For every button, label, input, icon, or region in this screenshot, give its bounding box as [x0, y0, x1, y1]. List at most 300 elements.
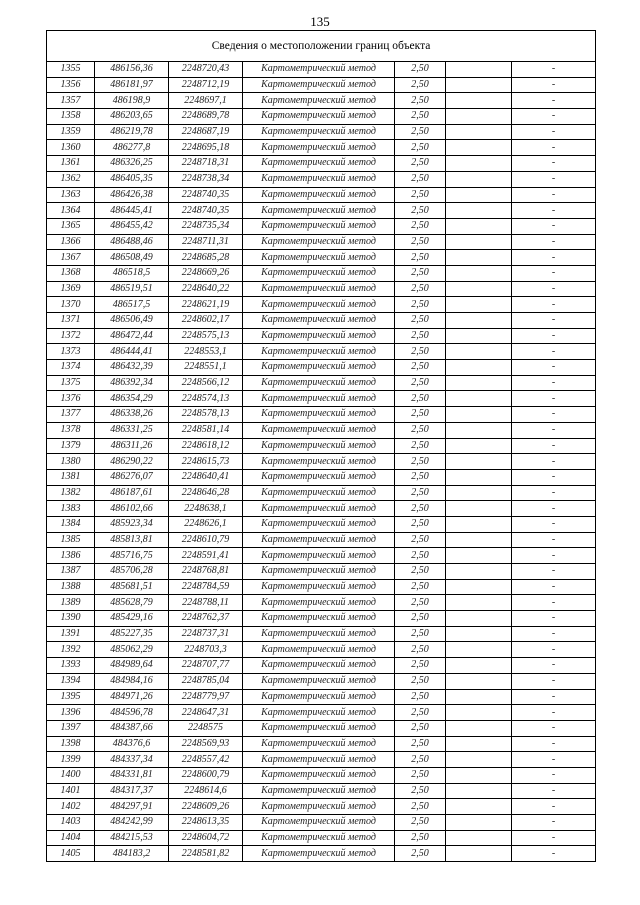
y-coordinate-cell: 2248697,1 — [169, 93, 243, 109]
description-cell — [446, 595, 512, 611]
accuracy-cell: 2,50 — [395, 124, 446, 140]
y-coordinate-cell: 2248779,97 — [169, 689, 243, 705]
description-cell — [446, 344, 512, 360]
note-cell: - — [512, 265, 596, 281]
x-coordinate-cell: 486518,5 — [95, 265, 169, 281]
point-number-cell: 1384 — [47, 516, 95, 532]
x-coordinate-cell: 486219,78 — [95, 124, 169, 140]
accuracy-cell: 2,50 — [395, 705, 446, 721]
note-cell: - — [512, 705, 596, 721]
note-cell: - — [512, 469, 596, 485]
x-coordinate-cell: 486444,41 — [95, 344, 169, 360]
table-row — [47, 752, 596, 768]
method-cell: Картометрический метод — [243, 124, 395, 140]
table-row — [47, 438, 596, 454]
point-number-cell: 1373 — [47, 344, 95, 360]
y-coordinate-cell: 2248640,22 — [169, 281, 243, 297]
point-number-cell: 1363 — [47, 187, 95, 203]
method-cell: Картометрический метод — [243, 187, 395, 203]
y-coordinate-cell: 2248735,34 — [169, 218, 243, 234]
description-cell — [446, 626, 512, 642]
accuracy-cell: 2,50 — [395, 234, 446, 250]
method-cell: Картометрический метод — [243, 642, 395, 658]
accuracy-cell: 2,50 — [395, 815, 446, 831]
y-coordinate-cell: 2248569,93 — [169, 736, 243, 752]
table-body — [47, 62, 596, 862]
point-number-cell: 1395 — [47, 689, 95, 705]
method-cell: Картометрический метод — [243, 846, 395, 862]
description-cell — [446, 736, 512, 752]
note-cell: - — [512, 375, 596, 391]
table-row — [47, 626, 596, 642]
note-cell: - — [512, 658, 596, 674]
description-cell — [446, 297, 512, 313]
method-cell: Картометрический метод — [243, 93, 395, 109]
x-coordinate-cell: 484989,64 — [95, 658, 169, 674]
x-coordinate-cell: 486276,07 — [95, 469, 169, 485]
method-cell: Картометрический метод — [243, 281, 395, 297]
x-coordinate-cell: 486331,25 — [95, 422, 169, 438]
method-cell: Картометрический метод — [243, 250, 395, 266]
table-row — [47, 297, 596, 313]
point-number-cell: 1392 — [47, 642, 95, 658]
y-coordinate-cell: 2248615,73 — [169, 454, 243, 470]
accuracy-cell: 2,50 — [395, 626, 446, 642]
method-cell: Картометрический метод — [243, 140, 395, 156]
y-coordinate-cell: 2248575 — [169, 720, 243, 736]
description-cell — [446, 124, 512, 140]
method-cell: Картометрический метод — [243, 171, 395, 187]
table-row — [47, 281, 596, 297]
table-row — [47, 658, 596, 674]
description-cell — [446, 516, 512, 532]
x-coordinate-cell: 485923,34 — [95, 516, 169, 532]
y-coordinate-cell: 2248703,3 — [169, 642, 243, 658]
description-cell — [446, 720, 512, 736]
y-coordinate-cell: 2248687,19 — [169, 124, 243, 140]
accuracy-cell: 2,50 — [395, 171, 446, 187]
description-cell — [446, 438, 512, 454]
description-cell — [446, 846, 512, 862]
table-row — [47, 156, 596, 172]
table-row — [47, 391, 596, 407]
description-cell — [446, 579, 512, 595]
accuracy-cell: 2,50 — [395, 642, 446, 658]
note-cell: - — [512, 548, 596, 564]
accuracy-cell: 2,50 — [395, 297, 446, 313]
accuracy-cell: 2,50 — [395, 391, 446, 407]
note-cell: - — [512, 218, 596, 234]
method-cell: Картометрический метод — [243, 548, 395, 564]
note-cell: - — [512, 736, 596, 752]
note-cell: - — [512, 391, 596, 407]
point-number-cell: 1397 — [47, 720, 95, 736]
table-row — [47, 171, 596, 187]
y-coordinate-cell: 2248784,59 — [169, 579, 243, 595]
table-row — [47, 124, 596, 140]
description-cell — [446, 673, 512, 689]
description-cell — [446, 281, 512, 297]
method-cell: Картометрический метод — [243, 673, 395, 689]
x-coordinate-cell: 485706,28 — [95, 564, 169, 580]
accuracy-cell: 2,50 — [395, 532, 446, 548]
note-cell: - — [512, 109, 596, 125]
accuracy-cell: 2,50 — [395, 611, 446, 627]
note-cell: - — [512, 516, 596, 532]
note-cell: - — [512, 93, 596, 109]
description-cell — [446, 93, 512, 109]
x-coordinate-cell: 486102,66 — [95, 501, 169, 517]
method-cell: Картометрический метод — [243, 815, 395, 831]
table-row — [47, 815, 596, 831]
method-cell: Картометрический метод — [243, 313, 395, 329]
table-row — [47, 469, 596, 485]
accuracy-cell: 2,50 — [395, 752, 446, 768]
description-cell — [446, 140, 512, 156]
note-cell: - — [512, 281, 596, 297]
method-cell: Картометрический метод — [243, 705, 395, 721]
x-coordinate-cell: 484331,81 — [95, 767, 169, 783]
note-cell: - — [512, 799, 596, 815]
note-cell: - — [512, 767, 596, 783]
note-cell: - — [512, 595, 596, 611]
table-row — [47, 265, 596, 281]
method-cell: Картометрический метод — [243, 830, 395, 846]
x-coordinate-cell: 486506,49 — [95, 313, 169, 329]
table-row — [47, 736, 596, 752]
table-row — [47, 705, 596, 721]
point-number-cell: 1396 — [47, 705, 95, 721]
method-cell: Картометрический метод — [243, 77, 395, 93]
description-cell — [446, 313, 512, 329]
point-number-cell: 1369 — [47, 281, 95, 297]
point-number-cell: 1376 — [47, 391, 95, 407]
point-number-cell: 1380 — [47, 454, 95, 470]
y-coordinate-cell: 2248711,31 — [169, 234, 243, 250]
note-cell: - — [512, 328, 596, 344]
description-cell — [446, 783, 512, 799]
method-cell: Картометрический метод — [243, 297, 395, 313]
y-coordinate-cell: 2248602,17 — [169, 313, 243, 329]
table-row — [47, 516, 596, 532]
note-cell: - — [512, 313, 596, 329]
accuracy-cell: 2,50 — [395, 736, 446, 752]
accuracy-cell: 2,50 — [395, 673, 446, 689]
x-coordinate-cell: 485062,29 — [95, 642, 169, 658]
table-row — [47, 77, 596, 93]
method-cell: Картометрический метод — [243, 485, 395, 501]
x-coordinate-cell: 484376,6 — [95, 736, 169, 752]
y-coordinate-cell: 2248685,28 — [169, 250, 243, 266]
point-number-cell: 1358 — [47, 109, 95, 125]
x-coordinate-cell: 484215,53 — [95, 830, 169, 846]
table-row — [47, 234, 596, 250]
y-coordinate-cell: 2248551,1 — [169, 360, 243, 376]
point-number-cell: 1398 — [47, 736, 95, 752]
table-title: Сведения о местоположении границ объекта — [47, 31, 596, 62]
x-coordinate-cell: 486311,26 — [95, 438, 169, 454]
point-number-cell: 1364 — [47, 203, 95, 219]
table-row — [47, 689, 596, 705]
note-cell: - — [512, 815, 596, 831]
accuracy-cell: 2,50 — [395, 799, 446, 815]
y-coordinate-cell: 2248553,1 — [169, 344, 243, 360]
y-coordinate-cell: 2248614,6 — [169, 783, 243, 799]
note-cell: - — [512, 501, 596, 517]
method-cell: Картометрический метод — [243, 375, 395, 391]
y-coordinate-cell: 2248610,79 — [169, 532, 243, 548]
accuracy-cell: 2,50 — [395, 564, 446, 580]
point-number-cell: 1393 — [47, 658, 95, 674]
table-row — [47, 485, 596, 501]
y-coordinate-cell: 2248740,35 — [169, 187, 243, 203]
note-cell: - — [512, 407, 596, 423]
point-number-cell: 1394 — [47, 673, 95, 689]
description-cell — [446, 752, 512, 768]
x-coordinate-cell: 484337,34 — [95, 752, 169, 768]
table-row — [47, 250, 596, 266]
note-cell: - — [512, 250, 596, 266]
y-coordinate-cell: 2248600,79 — [169, 767, 243, 783]
method-cell: Картометрический метод — [243, 265, 395, 281]
table-row — [47, 767, 596, 783]
accuracy-cell: 2,50 — [395, 438, 446, 454]
method-cell: Картометрический метод — [243, 203, 395, 219]
note-cell: - — [512, 720, 596, 736]
y-coordinate-cell: 2248785,04 — [169, 673, 243, 689]
y-coordinate-cell: 2248738,34 — [169, 171, 243, 187]
point-number-cell: 1356 — [47, 77, 95, 93]
x-coordinate-cell: 486508,49 — [95, 250, 169, 266]
table-row — [47, 532, 596, 548]
point-number-cell: 1367 — [47, 250, 95, 266]
y-coordinate-cell: 2248578,13 — [169, 407, 243, 423]
note-cell: - — [512, 673, 596, 689]
note-cell: - — [512, 77, 596, 93]
description-cell — [446, 705, 512, 721]
method-cell: Картометрический метод — [243, 62, 395, 78]
x-coordinate-cell: 484596,78 — [95, 705, 169, 721]
note-cell: - — [512, 360, 596, 376]
point-number-cell: 1371 — [47, 313, 95, 329]
method-cell: Картометрический метод — [243, 516, 395, 532]
description-cell — [446, 548, 512, 564]
description-cell — [446, 407, 512, 423]
table-row — [47, 799, 596, 815]
method-cell: Картометрический метод — [243, 611, 395, 627]
y-coordinate-cell: 2248604,72 — [169, 830, 243, 846]
point-number-cell: 1370 — [47, 297, 95, 313]
note-cell: - — [512, 297, 596, 313]
table-row — [47, 548, 596, 564]
note-cell: - — [512, 454, 596, 470]
method-cell: Картометрический метод — [243, 689, 395, 705]
x-coordinate-cell: 486488,46 — [95, 234, 169, 250]
note-cell: - — [512, 564, 596, 580]
note-cell: - — [512, 422, 596, 438]
x-coordinate-cell: 484387,66 — [95, 720, 169, 736]
method-cell: Картометрический метод — [243, 360, 395, 376]
y-coordinate-cell: 2248695,18 — [169, 140, 243, 156]
note-cell: - — [512, 62, 596, 78]
x-coordinate-cell: 486445,41 — [95, 203, 169, 219]
accuracy-cell: 2,50 — [395, 62, 446, 78]
x-coordinate-cell: 485681,51 — [95, 579, 169, 595]
description-cell — [446, 391, 512, 407]
table-row — [47, 360, 596, 376]
y-coordinate-cell: 2248566,12 — [169, 375, 243, 391]
description-cell — [446, 77, 512, 93]
note-cell: - — [512, 485, 596, 501]
point-number-cell: 1357 — [47, 93, 95, 109]
accuracy-cell: 2,50 — [395, 281, 446, 297]
method-cell: Картометрический метод — [243, 344, 395, 360]
method-cell: Картометрический метод — [243, 736, 395, 752]
table-row — [47, 783, 596, 799]
x-coordinate-cell: 486432,39 — [95, 360, 169, 376]
description-cell — [446, 422, 512, 438]
table-row — [47, 203, 596, 219]
x-coordinate-cell: 485716,75 — [95, 548, 169, 564]
y-coordinate-cell: 2248689,78 — [169, 109, 243, 125]
accuracy-cell: 2,50 — [395, 548, 446, 564]
method-cell: Картометрический метод — [243, 564, 395, 580]
description-cell — [446, 375, 512, 391]
description-cell — [446, 689, 512, 705]
method-cell: Картометрический метод — [243, 626, 395, 642]
point-number-cell: 1389 — [47, 595, 95, 611]
point-number-cell: 1361 — [47, 156, 95, 172]
accuracy-cell: 2,50 — [395, 203, 446, 219]
x-coordinate-cell: 486405,35 — [95, 171, 169, 187]
point-number-cell: 1390 — [47, 611, 95, 627]
point-number-cell: 1401 — [47, 783, 95, 799]
method-cell: Картометрический метод — [243, 328, 395, 344]
accuracy-cell: 2,50 — [395, 328, 446, 344]
accuracy-cell: 2,50 — [395, 187, 446, 203]
description-cell — [446, 187, 512, 203]
accuracy-cell: 2,50 — [395, 265, 446, 281]
x-coordinate-cell: 486517,5 — [95, 297, 169, 313]
accuracy-cell: 2,50 — [395, 375, 446, 391]
method-cell: Картометрический метод — [243, 454, 395, 470]
table-row — [47, 109, 596, 125]
x-coordinate-cell: 486156,36 — [95, 62, 169, 78]
point-number-cell: 1399 — [47, 752, 95, 768]
note-cell: - — [512, 689, 596, 705]
y-coordinate-cell: 2248737,31 — [169, 626, 243, 642]
point-number-cell: 1405 — [47, 846, 95, 862]
point-number-cell: 1360 — [47, 140, 95, 156]
note-cell: - — [512, 783, 596, 799]
point-number-cell: 1402 — [47, 799, 95, 815]
y-coordinate-cell: 2248740,35 — [169, 203, 243, 219]
accuracy-cell: 2,50 — [395, 689, 446, 705]
accuracy-cell: 2,50 — [395, 156, 446, 172]
point-number-cell: 1374 — [47, 360, 95, 376]
accuracy-cell: 2,50 — [395, 767, 446, 783]
accuracy-cell: 2,50 — [395, 250, 446, 266]
y-coordinate-cell: 2248718,31 — [169, 156, 243, 172]
x-coordinate-cell: 484297,91 — [95, 799, 169, 815]
y-coordinate-cell: 2248621,19 — [169, 297, 243, 313]
accuracy-cell: 2,50 — [395, 720, 446, 736]
point-number-cell: 1388 — [47, 579, 95, 595]
note-cell: - — [512, 344, 596, 360]
x-coordinate-cell: 485227,35 — [95, 626, 169, 642]
accuracy-cell: 2,50 — [395, 469, 446, 485]
y-coordinate-cell: 2248581,82 — [169, 846, 243, 862]
method-cell: Картометрический метод — [243, 391, 395, 407]
description-cell — [446, 564, 512, 580]
method-cell: Картометрический метод — [243, 438, 395, 454]
method-cell: Картометрический метод — [243, 799, 395, 815]
description-cell — [446, 767, 512, 783]
y-coordinate-cell: 2248768,81 — [169, 564, 243, 580]
point-number-cell: 1365 — [47, 218, 95, 234]
accuracy-cell: 2,50 — [395, 313, 446, 329]
point-number-cell: 1372 — [47, 328, 95, 344]
x-coordinate-cell: 485628,79 — [95, 595, 169, 611]
x-coordinate-cell: 484317,37 — [95, 783, 169, 799]
accuracy-cell: 2,50 — [395, 485, 446, 501]
note-cell: - — [512, 626, 596, 642]
accuracy-cell: 2,50 — [395, 360, 446, 376]
y-coordinate-cell: 2248613,35 — [169, 815, 243, 831]
accuracy-cell: 2,50 — [395, 218, 446, 234]
description-cell — [446, 830, 512, 846]
note-cell: - — [512, 187, 596, 203]
method-cell: Картометрический метод — [243, 595, 395, 611]
method-cell: Картометрический метод — [243, 767, 395, 783]
method-cell: Картометрический метод — [243, 469, 395, 485]
table-row — [47, 564, 596, 580]
table-row — [47, 93, 596, 109]
point-number-cell: 1403 — [47, 815, 95, 831]
method-cell: Картометрический метод — [243, 407, 395, 423]
accuracy-cell: 2,50 — [395, 407, 446, 423]
x-coordinate-cell: 484242,99 — [95, 815, 169, 831]
point-number-cell: 1386 — [47, 548, 95, 564]
note-cell: - — [512, 438, 596, 454]
table-row — [47, 313, 596, 329]
y-coordinate-cell: 2248581,14 — [169, 422, 243, 438]
point-number-cell: 1382 — [47, 485, 95, 501]
description-cell — [446, 642, 512, 658]
accuracy-cell: 2,50 — [395, 77, 446, 93]
method-cell: Картометрический метод — [243, 783, 395, 799]
table-row — [47, 454, 596, 470]
x-coordinate-cell: 486519,51 — [95, 281, 169, 297]
description-cell — [446, 532, 512, 548]
y-coordinate-cell: 2248788,11 — [169, 595, 243, 611]
description-cell — [446, 250, 512, 266]
y-coordinate-cell: 2248669,26 — [169, 265, 243, 281]
accuracy-cell: 2,50 — [395, 454, 446, 470]
description-cell — [446, 109, 512, 125]
description-cell — [446, 611, 512, 627]
y-coordinate-cell: 2248609,26 — [169, 799, 243, 815]
note-cell: - — [512, 203, 596, 219]
point-number-cell: 1362 — [47, 171, 95, 187]
point-number-cell: 1400 — [47, 767, 95, 783]
table-row — [47, 140, 596, 156]
accuracy-cell: 2,50 — [395, 140, 446, 156]
table-row — [47, 422, 596, 438]
x-coordinate-cell: 486181,97 — [95, 77, 169, 93]
description-cell — [446, 658, 512, 674]
y-coordinate-cell: 2248762,37 — [169, 611, 243, 627]
